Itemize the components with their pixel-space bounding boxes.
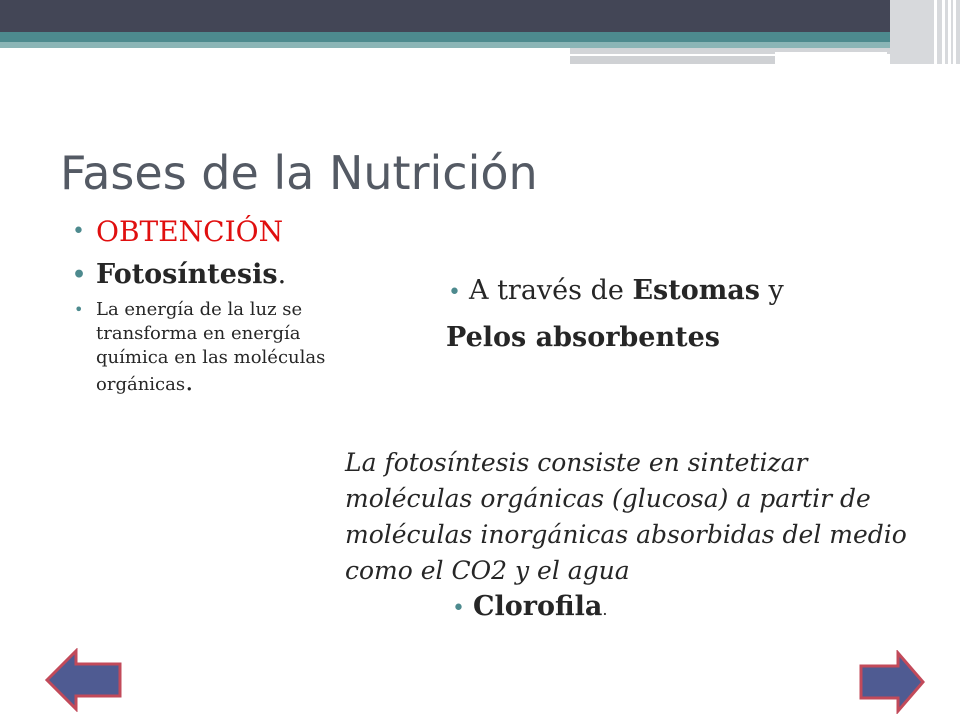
- fotosintesis-text: Fotosíntesis: [96, 259, 278, 290]
- clorofila-period: .: [602, 600, 608, 619]
- top-bar-white-line: [775, 52, 887, 54]
- top-bar-stripe: [942, 0, 945, 64]
- top-bar-stripe: [953, 0, 956, 64]
- bullet-dot-icon: •: [448, 280, 461, 305]
- bullet-dot-icon: •: [452, 596, 465, 621]
- clorofila-text: Clorofila: [472, 591, 603, 622]
- bullet-clorofila: [452, 591, 607, 622]
- estomas-suffix: y: [759, 275, 784, 306]
- prev-slide-button[interactable]: [44, 648, 124, 712]
- top-bar-stripe: [948, 0, 951, 64]
- next-slide-button[interactable]: [858, 650, 926, 714]
- top-decorative-bar: [0, 0, 960, 70]
- arrow-right-icon: [858, 650, 926, 714]
- top-bar-dark: [0, 0, 960, 32]
- obtencion-text: OBTENCIÓN: [96, 215, 284, 248]
- bullet-obtencion: [72, 214, 352, 250]
- energia-text: La energía de la luz se transforma en energía química en las moléculas orgánicas: [96, 299, 326, 395]
- estomas-bold: Estomas: [632, 275, 760, 306]
- fotosintesis-period: .: [277, 259, 287, 290]
- bullet-dot-icon: •: [72, 262, 87, 288]
- estomas-prefix: A través de: [468, 275, 633, 306]
- top-bar-teal: [0, 32, 960, 42]
- bullet-dot-icon: •: [72, 219, 85, 244]
- slide-title: Fases de la Nutrición: [60, 146, 538, 200]
- bullet-energia: [72, 298, 352, 397]
- energia-period: .: [185, 367, 194, 397]
- top-bar-gray-strip-lower: [570, 56, 775, 64]
- top-bar-stripe: [934, 0, 937, 64]
- top-bar-right-block: [890, 0, 960, 64]
- left-column: [72, 214, 352, 397]
- arrow-left-icon: [44, 648, 124, 712]
- bullet-dot-icon: •: [74, 300, 84, 319]
- photosynthesis-description: La fotosíntesis consiste en sintetizar moléculas orgánicas (glucosa) a partir de moléculas inorgánicas absorbidas del medio como el CO2 y el agua: [345, 448, 907, 585]
- pelos-absorbentes: Pelos absorbentes: [446, 322, 720, 353]
- bullet-fotosintesis: [72, 258, 352, 292]
- bullet-estomas: [448, 273, 784, 311]
